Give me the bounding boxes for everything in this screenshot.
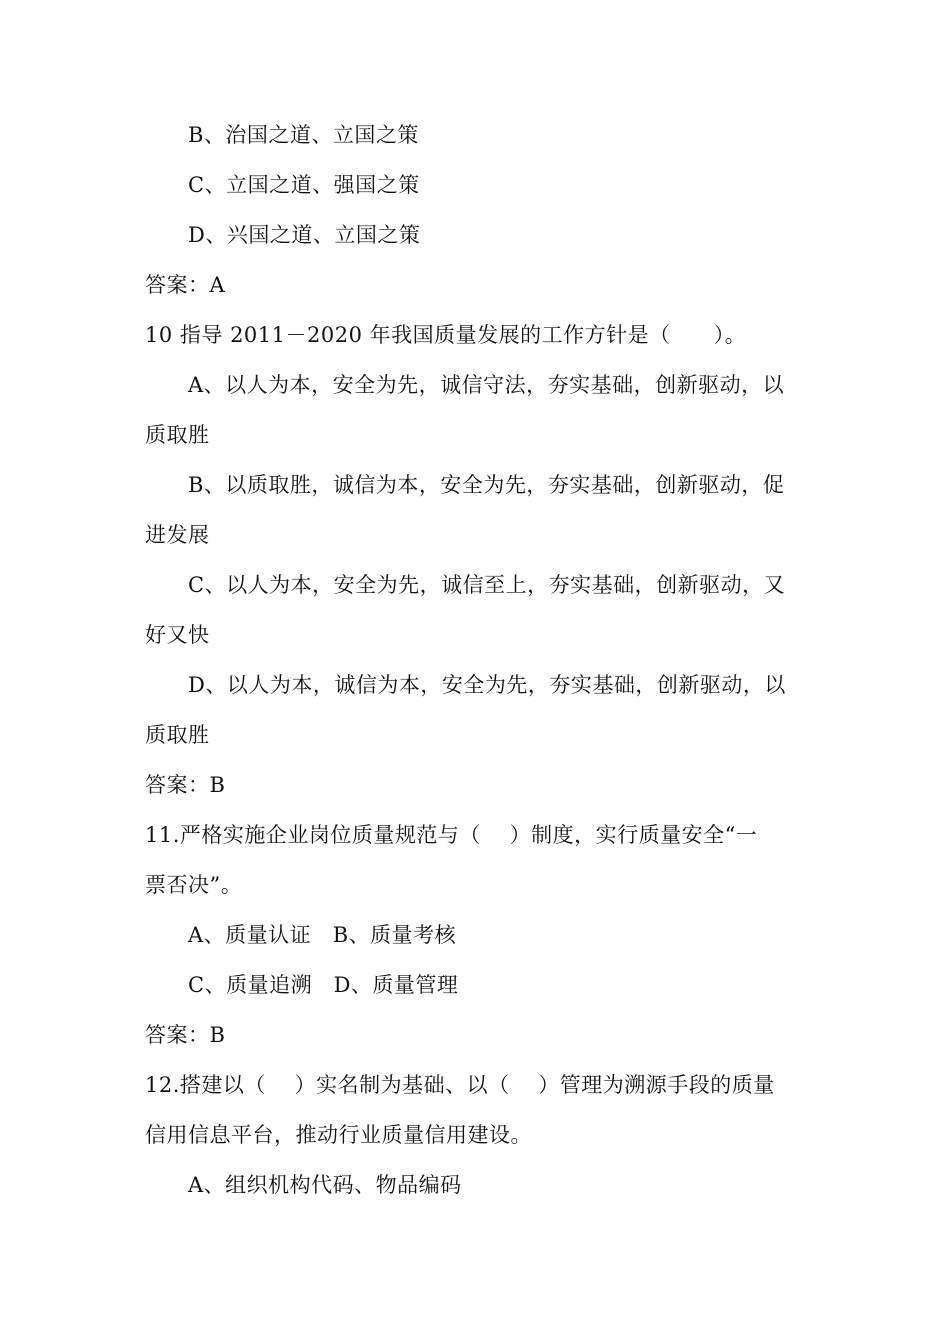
option-d-q9: D、兴国之道、立国之策 xyxy=(188,223,421,247)
option-c-q10: C、以人为本，安全为先，诚信至上，夯实基础，创新驱动，又 xyxy=(188,573,786,597)
option-d-q10: D、以人为本，诚信为本，安全为先，夯实基础，创新驱动，以 xyxy=(188,673,786,697)
question-11: 11.严格实施企业岗位质量规范与（ ）制度，实行质量安全“一 xyxy=(145,823,758,847)
option-a-q12: A、组织机构代码、物品编码 xyxy=(188,1173,462,1197)
option-c-q10-continued: 好又快 xyxy=(145,623,210,647)
option-b-q10: B、以质取胜，诚信为本，安全为先，夯实基础，创新驱动，促 xyxy=(188,473,785,497)
options-ab-q11: A、质量认证 B、质量考核 xyxy=(188,923,457,947)
answer-q11: 答案：B xyxy=(145,1023,226,1047)
answer-q10: 答案：B xyxy=(145,773,226,797)
option-b-q9: B、治国之道、立国之策 xyxy=(188,123,419,147)
question-12-continued: 信用信息平台，推动行业质量信用建设。 xyxy=(145,1123,532,1147)
option-b-q10-continued: 进发展 xyxy=(145,523,210,547)
option-a-q10-continued: 质取胜 xyxy=(145,423,210,447)
question-11-continued: 票否决”。 xyxy=(145,873,243,897)
question-10: 10 指导 2011－2020 年我国质量发展的工作方针是（ ）。 xyxy=(145,323,747,347)
option-a-q10: A、以人为本，安全为先，诚信守法，夯实基础，创新驱动，以 xyxy=(188,373,785,397)
option-d-q10-continued: 质取胜 xyxy=(145,723,210,747)
answer-q9: 答案：A xyxy=(145,273,226,297)
option-c-q9: C、立国之道、强国之策 xyxy=(188,173,420,197)
options-cd-q11: C、质量追溯 D、质量管理 xyxy=(188,973,459,997)
question-12: 12.搭建以（ ）实名制为基础、以（ ）管理为溯源手段的质量 xyxy=(145,1073,775,1097)
